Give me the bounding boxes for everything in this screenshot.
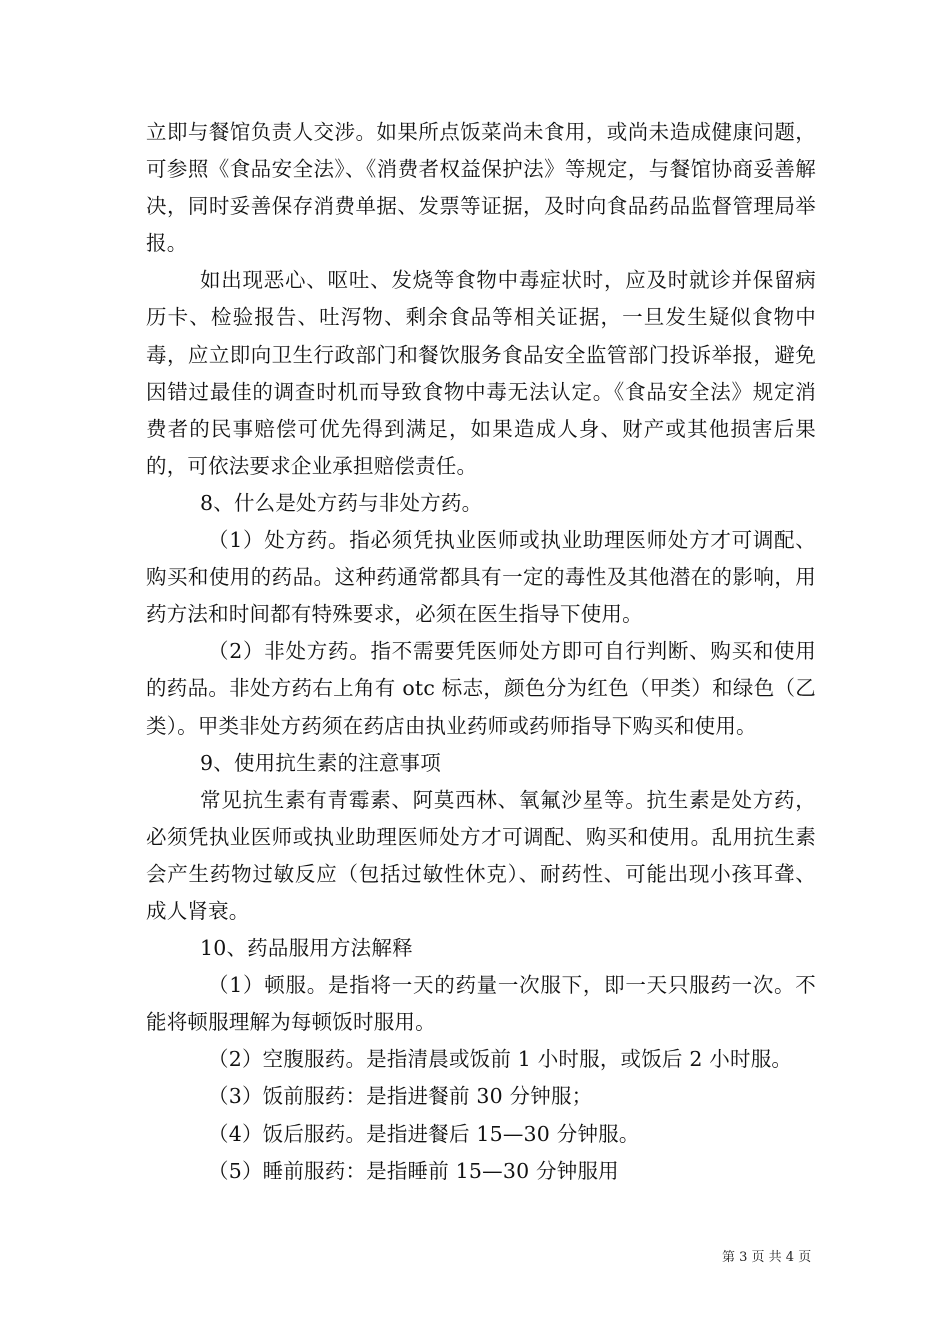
paragraph-dunfu: （1）顿服。是指将一天的药量一次服下，即一天只服药一次。不能将顿服理解为每顿饭时服用。 bbox=[146, 973, 816, 1035]
section-heading-8: 8、什么是处方药与非处方药。 bbox=[200, 490, 483, 515]
section-heading-10: 10、药品服用方法解释 bbox=[200, 936, 413, 961]
document-body bbox=[146, 114, 816, 1190]
paragraph-food-safety-negotiation: 立即与餐馆负责人交涉。如果所点饭菜尚未食用，或尚未造成健康问题，可参照《食品安全法》、《消费者权益保护法》等规定，与餐馆协商妥善解决，同时妥善保存消费单据、发票等证据，及时向食品药品监督管理局举报。 bbox=[146, 120, 816, 256]
paragraph-food-poisoning: 如出现恶心、呕吐、发烧等食物中毒症状时，应及时就诊并保留病历卡、检验报告、吐泻物、剩余食品等相关证据，一旦发生疑似食物中毒，应立即向卫生行政部门和餐饮服务食品安全监管部门投诉举报，避免因错过最佳的调查时机而导致食物中毒无法认定。《食品安全法》规定消费者的民事赔偿可优先得到满足，如果造成人身、财产或其他损害后果的，可依法要求企业承担赔偿责任。 bbox=[146, 268, 816, 478]
page-number: 第 3 页 共 4 页 bbox=[722, 1250, 812, 1265]
paragraph-empty-stomach: （2）空腹服药。是指清晨或饭前 1 小时服，或饭后 2 小时服。 bbox=[208, 1047, 793, 1072]
paragraph-antibiotics: 常见抗生素有青霉素、阿莫西林、氧氟沙星等。抗生素是处方药，必须凭执业医师或执业助理医师处方才可调配、购买和使用。乱用抗生素会产生药物过敏反应（包括过敏性休克）、耐药性、可能出现小孩耳聋、成人肾衰。 bbox=[146, 787, 816, 923]
paragraph-prescription-drugs: （1）处方药。指必须凭执业医师或执业助理医师处方才可调配、购买和使用的药品。这种药通常都具有一定的毒性及其他潜在的影响，用药方法和时间都有特殊要求，必须在医生指导下使用。 bbox=[146, 528, 816, 627]
section-heading-9: 9、使用抗生素的注意事项 bbox=[200, 750, 441, 775]
paragraph-after-meal: （4）饭后服药。是指进餐后 15—30 分钟服。 bbox=[208, 1121, 640, 1146]
paragraph-before-meal: （3）饭前服药：是指进餐前 30 分钟服； bbox=[208, 1084, 593, 1109]
paragraph-otc-drugs: （2）非处方药。指不需要凭医师处方即可自行判断、购买和使用的药品。非处方药右上角有 otc 标志，颜色分为红色（甲类）和绿色（乙类）。甲类非处方药须在药店由执业药师或药师指导下购买和使用。 bbox=[146, 639, 816, 738]
paragraph-before-sleep: （5）睡前服药：是指睡前 15—30 分钟服用 bbox=[208, 1158, 619, 1183]
